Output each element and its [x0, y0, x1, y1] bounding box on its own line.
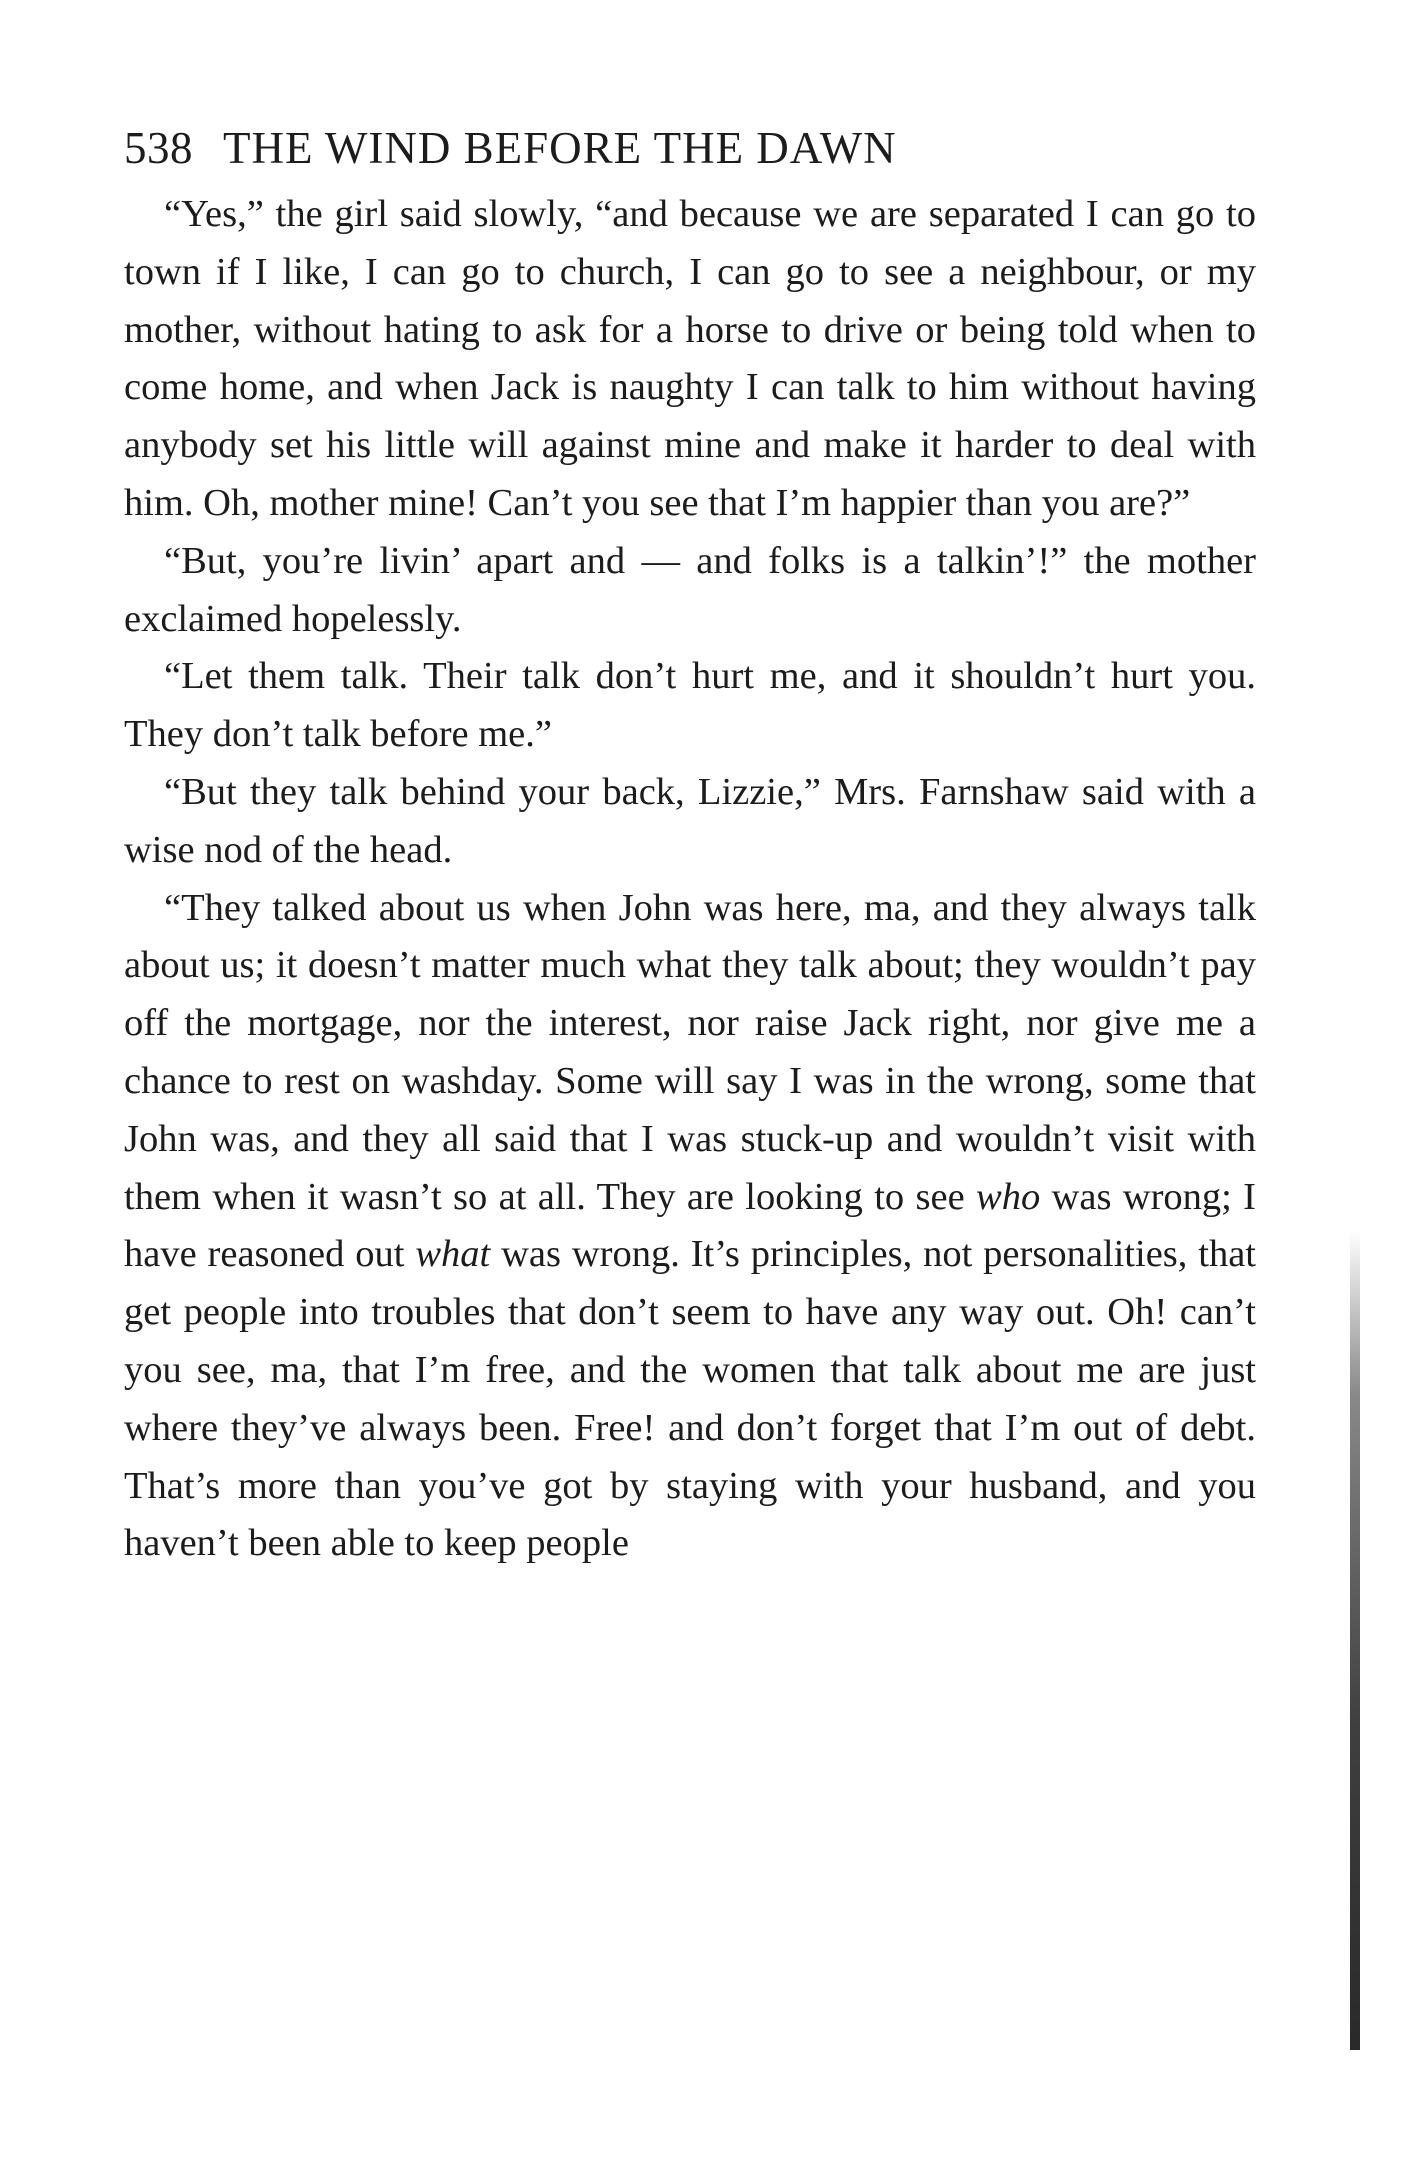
paragraph	[124, 880, 1256, 1574]
text-run: “They talked about us when John was here, ma, and they always talk about us; it doesn’t matter much what they talk about; they wouldn’t pay off the mortgage, nor the interest, nor raise Jack right, nor give me a chance to rest on washday. Some will say I was in the wrong, some that John was, and they all said that I was stuck-up and wouldn’t visit with them when it wasn’t so at all. They are looking to see	[124, 886, 1256, 1218]
paragraph	[124, 533, 1256, 649]
running-title: THE WIND BEFORE THE DAWN	[223, 123, 897, 173]
italic-text: who	[976, 1175, 1041, 1218]
body-text	[124, 186, 1256, 1573]
paragraph	[124, 648, 1256, 764]
text-run: “Let them talk. Their talk don’t hurt me, and it shouldn’t hurt you. They don’t talk before me.”	[124, 655, 1256, 756]
running-head	[124, 118, 1256, 178]
text-run: was wrong. It’s principles, not personalities, that get people into troubles that don’t seem to have any way out. Oh! can’t you see, ma, that I’m free, and the women that talk about me are just where they’ve always been. Free! and don’t forget that I’m out of debt. That’s more than you’ve got by staying with your husband, and you haven’t been able to keep people	[124, 1233, 1256, 1565]
text-run: “But they talk behind your back, Lizzie,” Mrs. Farnshaw said with a wise nod of the head.	[124, 770, 1256, 871]
page-edge-shadow	[1350, 1230, 1360, 2050]
book-page	[124, 118, 1256, 1573]
text-run: “But, you’re livin’ apart and — and folks is a talkin’!” the mother exclaimed hopelessly.	[124, 539, 1256, 640]
text-run: “Yes,” the girl said slowly, “and because we are separated I can go to town if I like, I can go to church, I can go to see a neighbour, or my mother, without hating to ask for a horse to drive or being told when to come home, and when Jack is naughty I can talk to him without having anybody set his little will against mine and make it harder to deal with him. Oh, mother mine! Can’t you see that I’m happier than you are?”	[124, 193, 1256, 524]
italic-text: what	[415, 1233, 491, 1276]
paragraph	[124, 764, 1256, 880]
paragraph	[124, 186, 1256, 533]
text-run: was wrong; I have reasoned out	[124, 1175, 1256, 1276]
page-number: 538	[124, 123, 193, 173]
